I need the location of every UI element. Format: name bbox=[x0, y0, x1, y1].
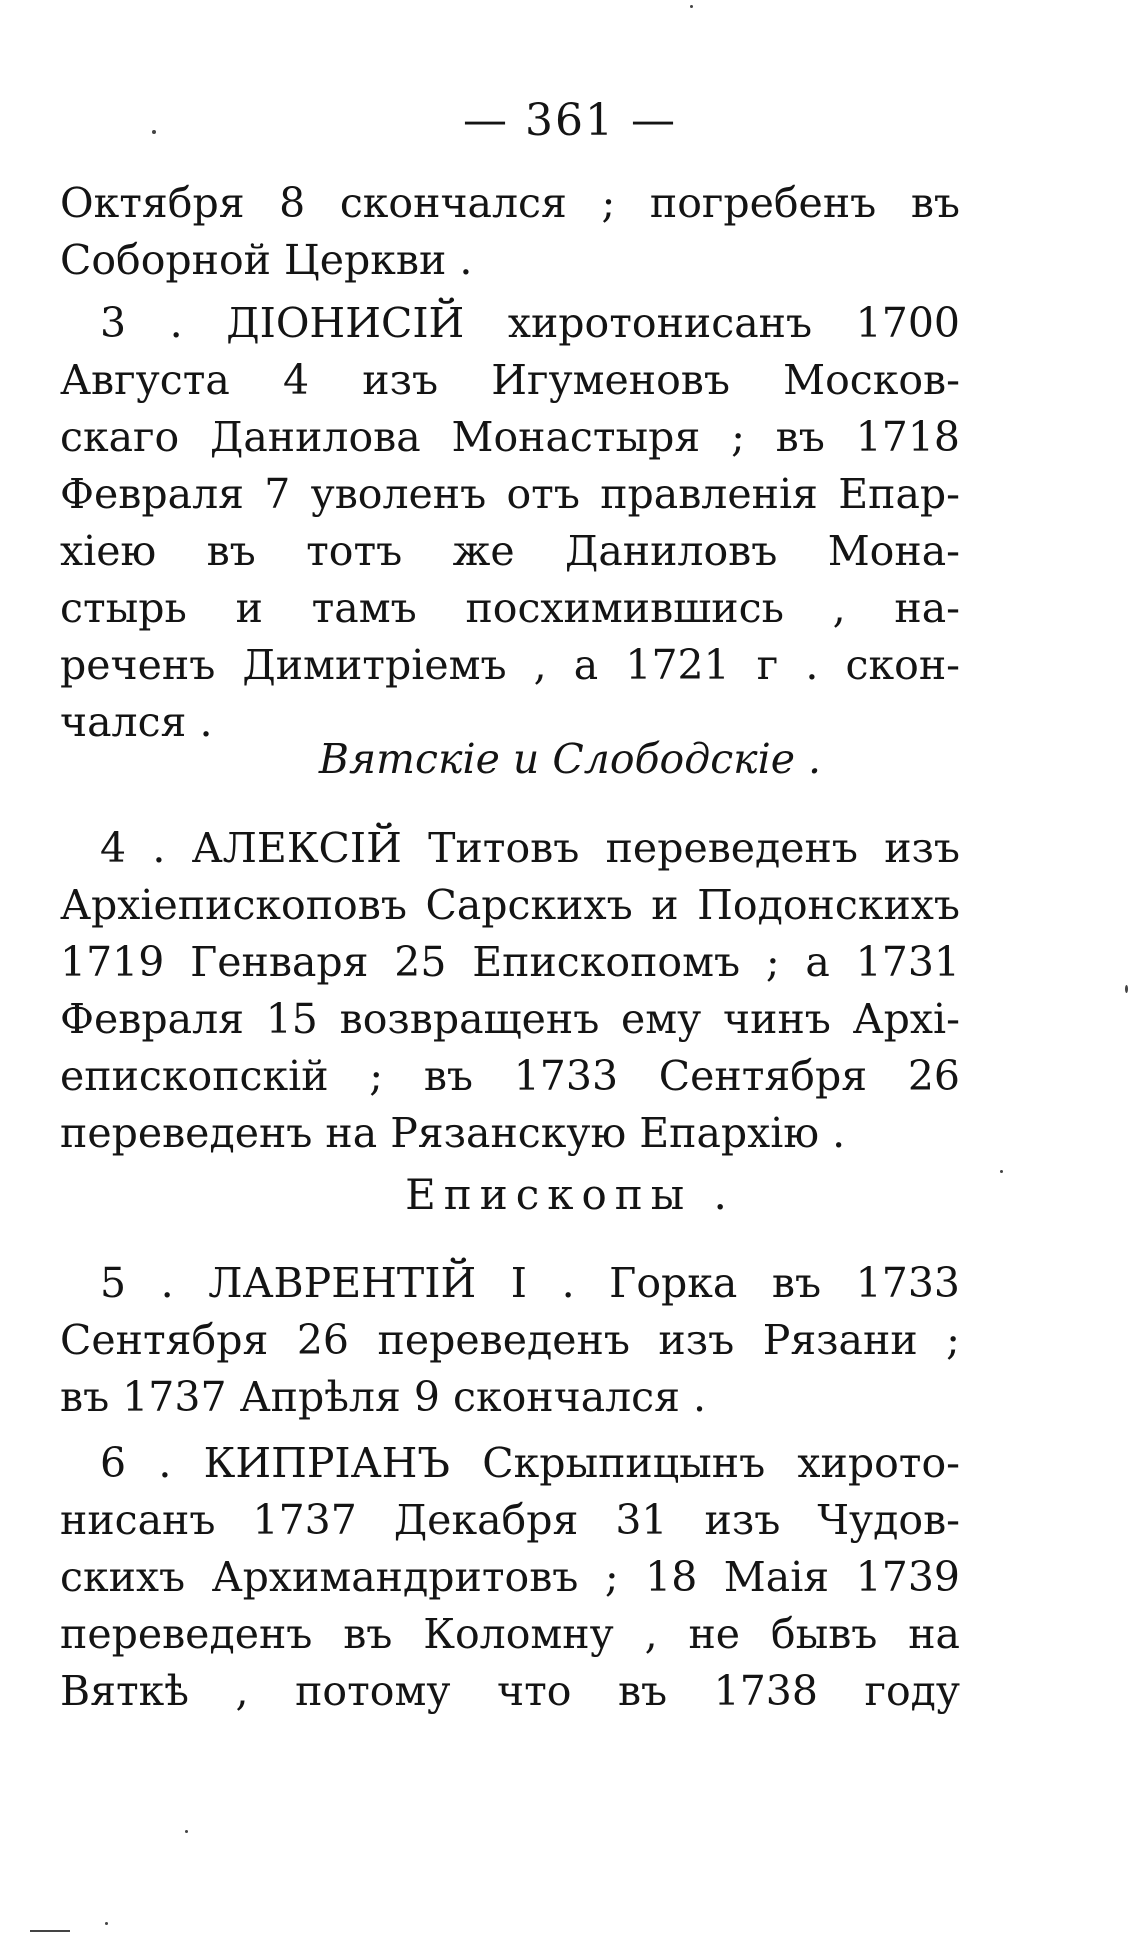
text-line: Августа 4 изъ Игуменовъ Москов- bbox=[60, 356, 960, 404]
section-heading-episkopy: Епископы . bbox=[405, 1170, 735, 1219]
entry-kiprian bbox=[60, 1435, 960, 1720]
paragraph-continuation bbox=[60, 175, 960, 289]
text-line: стырь и тамъ посхимившись , на- bbox=[60, 584, 960, 632]
scan-speck bbox=[185, 1830, 188, 1833]
entry-lavrentiy bbox=[60, 1255, 960, 1426]
text-line: Февраля 15 возвращенъ ему чинъ Архі- bbox=[60, 995, 960, 1043]
text-line: переведенъ въ Коломну , не бывъ на bbox=[60, 1610, 960, 1658]
scan-speck bbox=[690, 5, 693, 8]
scan-speck bbox=[152, 130, 156, 134]
scan-speck bbox=[1000, 1170, 1003, 1173]
text-line: 4 . АЛЕКСІЙ Титовъ переведенъ изъ bbox=[100, 824, 960, 872]
text-line: реченъ Димитріемъ , а 1721 г . скон- bbox=[60, 641, 960, 689]
entry-aleksiy bbox=[60, 820, 960, 1162]
text-line: въ 1737 Апрѣля 9 скончался . bbox=[60, 1373, 707, 1421]
text-line: Архіепископовъ Сарскихъ и Подонскихъ bbox=[60, 881, 960, 929]
text-line: чался . bbox=[60, 698, 213, 746]
page-number: — 361 — bbox=[463, 95, 677, 146]
text-line: 1719 Генваря 25 Епископомъ ; а 1731 bbox=[60, 938, 960, 986]
text-line: хіею въ тотъ же Даниловъ Мона- bbox=[60, 527, 960, 575]
section-heading-vyatskie: Вятскіе и Слободскіе . bbox=[318, 735, 822, 783]
scan-speck bbox=[105, 1922, 108, 1925]
text-line: 5 . ЛАВРЕНТІЙ I . Горка въ 1733 bbox=[100, 1259, 960, 1307]
scan-speck bbox=[30, 1930, 70, 1932]
text-line: Сентября 26 переведенъ изъ Рязани ; bbox=[60, 1316, 960, 1364]
text-line: 6 . КИПРІАНЪ Скрыпицынъ хирото- bbox=[100, 1439, 960, 1487]
text-line: скихъ Архимандритовъ ; 18 Маія 1739 bbox=[60, 1553, 960, 1601]
text-line: Октября 8 скончался ; погребенъ въ bbox=[60, 179, 960, 227]
text-line: Соборной Церкви . bbox=[60, 236, 473, 284]
text-line: епископскій ; въ 1733 Сентября 26 bbox=[60, 1052, 960, 1100]
text-line: переведенъ на Рязанскую Епархію . bbox=[60, 1109, 846, 1157]
scan-speck bbox=[1125, 985, 1128, 993]
text-line: скаго Данилова Монастыря ; въ 1718 bbox=[60, 413, 960, 461]
text-line: 3 . ДІОНИСІЙ хиротонисанъ 1700 bbox=[100, 299, 960, 347]
text-line: нисанъ 1737 Декабря 31 изъ Чудов- bbox=[60, 1496, 960, 1544]
entry-dionisiy bbox=[60, 295, 960, 751]
text-line: Вяткѣ , потому что въ 1738 году bbox=[60, 1667, 960, 1715]
text-line: Февраля 7 уволенъ отъ правленія Епар- bbox=[60, 470, 960, 518]
